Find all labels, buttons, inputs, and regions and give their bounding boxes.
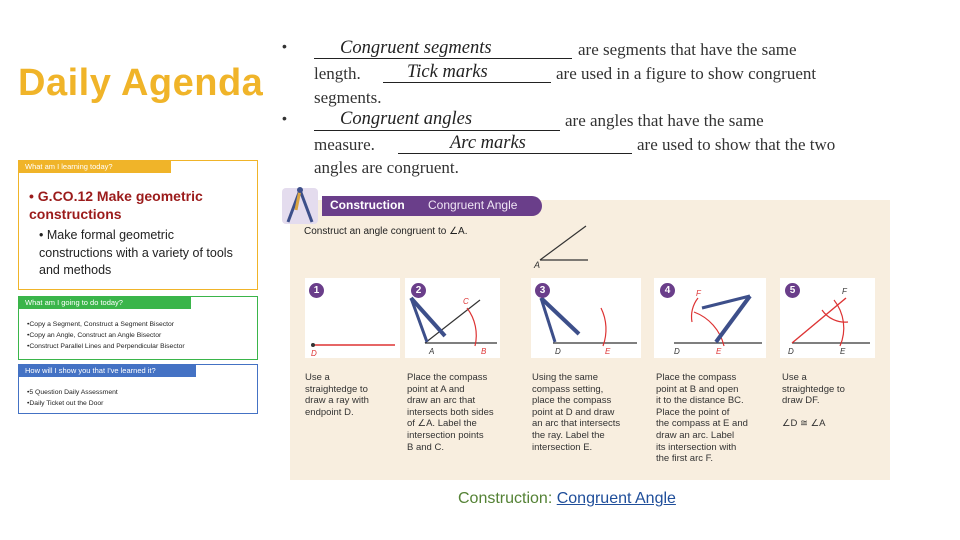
step-4-text: Place the compass point at B and open it to the distance BC. Place the point of the compass at E and draw an arc. Label its intersection with the first arc F.	[656, 372, 748, 465]
step-5-number: 5	[785, 283, 800, 298]
compass-icon	[280, 184, 320, 226]
bullet-icon: •	[282, 110, 287, 126]
svg-text:A: A	[534, 260, 541, 270]
svg-text:D: D	[674, 347, 680, 356]
svg-text:E: E	[840, 347, 846, 356]
note-measure: measure.	[314, 135, 375, 154]
doing-box	[18, 296, 258, 360]
note-length: length.	[314, 64, 361, 83]
fill-congruent-angles: Congruent angles	[340, 109, 473, 129]
standard-text: • G.CO.12 Make geometric constructions	[29, 188, 203, 222]
svg-text:E: E	[605, 347, 611, 356]
step-5-text: Use a straightedge to draw DF. ∠D ≅ ∠A	[782, 372, 845, 430]
step-4-number: 4	[660, 283, 675, 298]
construction-prompt: Construct an angle congruent to ∠A.	[304, 226, 468, 237]
blank-line	[314, 130, 560, 131]
svg-text:D: D	[555, 347, 561, 356]
note-line-3: segments.	[314, 88, 382, 107]
tab-topic-label: Congruent Angle	[428, 198, 518, 212]
svg-text:C: C	[463, 297, 469, 306]
svg-text:F: F	[842, 287, 847, 296]
learning-label: What am I learning today?	[19, 160, 171, 173]
step-3-text: Using the same compass setting, place the compass point at D and draw an arc that intersects the ray. Label the intersection E.	[532, 372, 621, 453]
given-angle-diagram	[530, 222, 590, 270]
bullet-icon: •	[282, 38, 287, 54]
note-line-4: are angles that have the same	[565, 111, 764, 130]
showing-box	[18, 364, 258, 414]
list-item: •5 Question Daily Assessment	[27, 389, 118, 396]
doing-label: What am I going to do today?	[19, 296, 191, 309]
step-3-number: 3	[535, 283, 550, 298]
showing-list	[27, 387, 118, 409]
tab-construction-label: Construction	[330, 198, 405, 212]
step-2-number: 2	[411, 283, 426, 298]
list-item: •Construct Parallel Lines and Perpendicular Bisector	[27, 343, 185, 350]
showing-label: How will I show you that I've learned it?	[19, 364, 196, 377]
svg-text:A: A	[429, 347, 435, 356]
fill-congruent-segments: Congruent segments	[340, 38, 492, 58]
note-line-5: are used to show that the two	[637, 135, 836, 154]
note-line-2: are used in a figure to show congruent	[556, 64, 817, 83]
svg-text:D: D	[788, 347, 794, 356]
fill-arc-marks: Arc marks	[450, 133, 526, 153]
slide-title: Daily Agenda	[18, 62, 264, 104]
doing-list	[27, 319, 185, 352]
step-2-text: Place the compass point at A and draw an arc that intersects both sides of ∠A. Label the intersection points B and C.	[407, 372, 494, 453]
svg-text:D: D	[311, 349, 317, 358]
svg-text:E: E	[716, 347, 722, 356]
caption-prefix: Construction:	[458, 490, 557, 507]
note-line-1: are segments that have the same	[578, 40, 797, 59]
list-item: •Copy a Segment, Construct a Segment Bisector	[27, 321, 175, 328]
standard-detail: • Make formal geometric constructions with a variety of tools and methods	[39, 228, 233, 277]
note-line-6: angles are congruent.	[314, 158, 459, 177]
caption	[458, 490, 676, 508]
step-1-text: Use a straightedge to draw a ray with endpoint D.	[305, 372, 369, 418]
svg-text:F: F	[696, 289, 701, 298]
fill-tick-marks: Tick marks	[407, 62, 488, 82]
learning-box	[18, 160, 258, 290]
congruent-angle-link[interactable]: Congruent Angle	[556, 490, 676, 507]
list-item: •Daily Ticket out the Door	[27, 400, 104, 407]
step-1-number: 1	[309, 283, 324, 298]
svg-text:B: B	[481, 347, 487, 356]
list-item: •Copy an Angle, Construct an Angle Bisector	[27, 332, 162, 339]
